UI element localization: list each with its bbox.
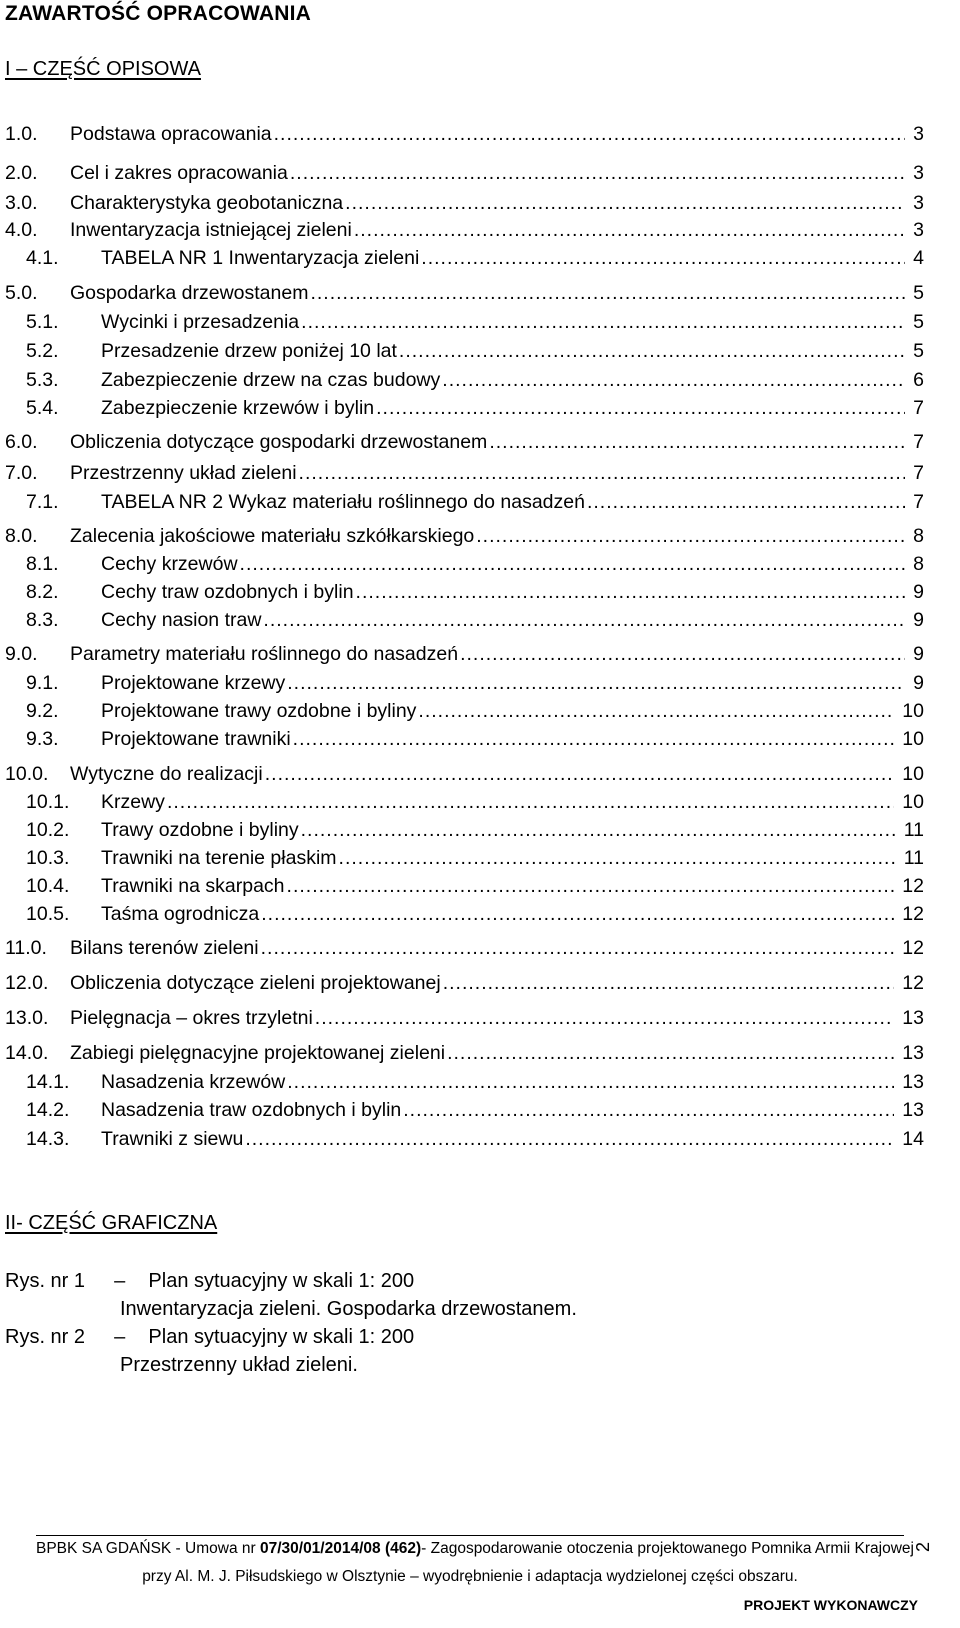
toc-entry-page: 10 bbox=[902, 763, 924, 785]
toc-entry bbox=[0, 428, 960, 456]
toc-entry-page: 6 bbox=[913, 369, 924, 391]
toc-leader-dots bbox=[354, 216, 905, 244]
toc-entry-label: Przesadzenie drzew poniżej 10 lat bbox=[101, 340, 397, 362]
toc-entry bbox=[0, 279, 960, 307]
toc-leader-dots bbox=[460, 640, 905, 668]
toc-entry-number: 5.4. bbox=[26, 397, 59, 419]
toc-entry-number: 8.1. bbox=[26, 553, 59, 575]
section-heading-graphic: II- CZĘŚĆ GRAFICZNA bbox=[5, 1212, 218, 1234]
toc-entry-label: Gospodarka drzewostanem bbox=[70, 282, 309, 304]
toc-leader-dots bbox=[167, 788, 894, 816]
toc-leader-dots bbox=[587, 488, 905, 516]
toc-entry-page: 10 bbox=[902, 728, 924, 750]
toc-entry bbox=[0, 578, 960, 606]
toc-entry-label: Cechy nasion traw bbox=[101, 609, 262, 631]
toc-leader-dots bbox=[476, 522, 905, 550]
toc-leader-dots bbox=[290, 159, 905, 187]
toc-entry-page: 14 bbox=[902, 1128, 924, 1150]
toc-leader-dots bbox=[265, 760, 895, 788]
toc-entry-page: 12 bbox=[902, 937, 924, 959]
toc-leader-dots bbox=[245, 1125, 894, 1153]
toc-leader-dots bbox=[339, 844, 896, 872]
drawing-title: Plan sytuacyjny w skali 1: 200 bbox=[148, 1270, 415, 1292]
toc-entry-number: 4.1. bbox=[26, 247, 59, 269]
toc-entry-label: Krzewy bbox=[101, 791, 165, 813]
toc-entry-page: 3 bbox=[913, 219, 924, 241]
toc-entry-label: Trawniki na terenie płaskim bbox=[101, 847, 337, 869]
toc-entry bbox=[0, 120, 960, 148]
toc-entry bbox=[0, 844, 960, 872]
toc-entry bbox=[0, 216, 960, 244]
footer-contract-number: 07/30/01/2014/08 (462) bbox=[259, 1540, 422, 1557]
toc-entry bbox=[0, 816, 960, 844]
toc-entry-page: 13 bbox=[902, 1099, 924, 1121]
toc-entry bbox=[0, 394, 960, 422]
toc-entry bbox=[0, 366, 960, 394]
drawing-ref: Rys. nr 2 bbox=[5, 1326, 86, 1348]
toc-entry bbox=[0, 1125, 960, 1153]
toc-entry-label: Trawy ozdobne i byliny bbox=[101, 819, 299, 841]
toc-entry-number: 5.1. bbox=[26, 311, 59, 333]
toc-entry-number: 7.1. bbox=[26, 491, 59, 513]
toc-leader-dots bbox=[301, 308, 905, 336]
toc-entry-label: Podstawa opracowania bbox=[70, 123, 272, 145]
toc-entry-label: Zabezpieczenie krzewów i bylin bbox=[101, 397, 375, 419]
toc-entry bbox=[0, 244, 960, 272]
drawing-2-subtitle: Przestrzenny układ zieleni. bbox=[120, 1354, 358, 1376]
toc-entry-number: 1.0. bbox=[5, 123, 38, 145]
toc-entry-number: 6.0. bbox=[5, 431, 38, 453]
toc-leader-dots bbox=[293, 725, 895, 753]
toc-leader-dots bbox=[299, 459, 906, 487]
toc-entry-number: 14.2. bbox=[26, 1099, 70, 1121]
toc-entry-number: 10.3. bbox=[26, 847, 70, 869]
toc-entry-number: 10.4. bbox=[26, 875, 70, 897]
toc-entry-number: 12.0. bbox=[5, 972, 49, 994]
toc-entry-page: 7 bbox=[913, 462, 924, 484]
toc-leader-dots bbox=[240, 550, 906, 578]
toc-entry-label: Bilans terenów zieleni bbox=[70, 937, 259, 959]
toc-entry-page: 12 bbox=[902, 875, 924, 897]
toc-entry-label: Trawniki na skarpach bbox=[101, 875, 285, 897]
toc-entry-page: 7 bbox=[913, 491, 924, 513]
toc-leader-dots bbox=[403, 1096, 894, 1124]
toc-leader-dots bbox=[287, 669, 905, 697]
toc-entry-page: 9 bbox=[913, 609, 924, 631]
toc-leader-dots bbox=[287, 872, 895, 900]
toc-entry bbox=[0, 872, 960, 900]
toc-entry-label: Projektowane trawy ozdobne i byliny bbox=[101, 700, 417, 722]
toc-entry-number: 3.0. bbox=[5, 192, 38, 214]
toc-entry-page: 9 bbox=[913, 581, 924, 603]
toc-entry bbox=[0, 606, 960, 634]
toc-entry bbox=[0, 934, 960, 962]
toc-entry-page: 7 bbox=[913, 431, 924, 453]
toc-entry-page: 3 bbox=[913, 162, 924, 184]
toc-leader-dots bbox=[263, 606, 905, 634]
toc-entry bbox=[0, 1004, 960, 1032]
toc-entry-label: Zabiegi pielęgnacyjne projektowanej zieleni bbox=[70, 1042, 446, 1064]
toc-entry-number: 14.3. bbox=[26, 1128, 70, 1150]
toc-entry-label: Cechy traw ozdobnych i bylin bbox=[101, 581, 354, 603]
toc-entry-label: Obliczenia dotyczące zieleni projektowanej bbox=[70, 972, 441, 994]
toc-entry-label: Nasadzenia krzewów bbox=[101, 1071, 286, 1093]
toc-entry-number: 9.0. bbox=[5, 643, 38, 665]
toc-entry-page: 9 bbox=[913, 672, 924, 694]
toc-leader-dots bbox=[447, 1039, 894, 1067]
toc-entry-number: 14.0. bbox=[5, 1042, 49, 1064]
toc-entry-page: 8 bbox=[913, 525, 924, 547]
toc-entry-number: 9.1. bbox=[26, 672, 59, 694]
toc-entry-number: 4.0. bbox=[5, 219, 38, 241]
footer-line-2: przy Al. M. J. Piłsudskiego w Olsztynie – wyodrębnienie i adaptacja wydzielonej części obszaru. bbox=[142, 1568, 798, 1585]
toc-entry-label: Taśma ogrodnicza bbox=[101, 903, 260, 925]
toc-entry-label: Pielęgnacja – okres trzyletni bbox=[70, 1007, 313, 1029]
toc-entry bbox=[0, 725, 960, 753]
toc-entry-number: 9.3. bbox=[26, 728, 59, 750]
toc-entry-page: 5 bbox=[913, 311, 924, 333]
toc-leader-dots bbox=[261, 934, 895, 962]
toc-entry bbox=[0, 1039, 960, 1067]
toc-entry-label: Obliczenia dotyczące gospodarki drzewostanem bbox=[70, 431, 488, 453]
toc-entry-number: 8.2. bbox=[26, 581, 59, 603]
toc-entry-label: Trawniki z siewu bbox=[101, 1128, 244, 1150]
toc-entry-page: 11 bbox=[903, 847, 924, 869]
toc-entry bbox=[0, 189, 960, 217]
toc-entry-number: 14.1. bbox=[26, 1071, 70, 1093]
toc-entry-label: Charakterystyka geobotaniczna bbox=[70, 192, 344, 214]
page-number: 2 bbox=[913, 1542, 933, 1553]
toc-entry-number: 8.3. bbox=[26, 609, 59, 631]
toc-entry-label: Przestrzenny układ zieleni bbox=[70, 462, 297, 484]
toc-entry bbox=[0, 640, 960, 668]
toc-entry bbox=[0, 308, 960, 336]
toc-leader-dots bbox=[421, 244, 905, 272]
drawing-ref: Rys. nr 1 bbox=[5, 1270, 86, 1292]
drawing-1 bbox=[5, 1270, 414, 1293]
toc-entry bbox=[0, 488, 960, 516]
toc-entry-number: 13.0. bbox=[5, 1007, 49, 1029]
toc-entry-page: 9 bbox=[913, 643, 924, 665]
toc-entry-label: Wycinki i przesadzenia bbox=[101, 311, 300, 333]
toc-leader-dots bbox=[399, 337, 905, 365]
drawing-title: Plan sytuacyjny w skali 1: 200 bbox=[148, 1326, 415, 1348]
toc-entry-label: TABELA NR 1 Inwentaryzacja zieleni bbox=[101, 247, 420, 269]
toc-entry-label: TABELA NR 2 Wykaz materiału roślinnego do nasadzeń bbox=[101, 491, 585, 513]
toc-entry-page: 13 bbox=[902, 1042, 924, 1064]
toc-entry-number: 9.2. bbox=[26, 700, 59, 722]
drawing-dash: – bbox=[114, 1326, 126, 1348]
toc-entry-label: Projektowane trawniki bbox=[101, 728, 291, 750]
toc-entry-number: 11.0. bbox=[5, 937, 47, 959]
toc-entry bbox=[0, 1096, 960, 1124]
toc-entry-number: 10.1. bbox=[26, 791, 70, 813]
drawing-dash: – bbox=[114, 1270, 126, 1292]
footer-line-1 bbox=[36, 1540, 914, 1558]
toc-entry bbox=[0, 522, 960, 550]
toc-entry bbox=[0, 337, 960, 365]
toc-leader-dots bbox=[442, 366, 905, 394]
toc-leader-dots bbox=[489, 428, 905, 456]
toc-entry-label: Cel i zakres opracowania bbox=[70, 162, 288, 184]
toc-entry-number: 10.0. bbox=[5, 763, 49, 785]
toc-entry-page: 12 bbox=[902, 903, 924, 925]
toc-leader-dots bbox=[356, 578, 906, 606]
toc-entry bbox=[0, 969, 960, 997]
toc-leader-dots bbox=[376, 394, 905, 422]
toc-entry-page: 5 bbox=[913, 340, 924, 362]
toc-leader-dots bbox=[261, 900, 894, 928]
toc-entry-page: 10 bbox=[902, 700, 924, 722]
toc-entry bbox=[0, 1068, 960, 1096]
toc-entry-number: 10.2. bbox=[26, 819, 70, 841]
toc-entry-page: 13 bbox=[902, 1071, 924, 1093]
toc-leader-dots bbox=[315, 1004, 895, 1032]
toc-entry-number: 7.0. bbox=[5, 462, 38, 484]
toc-entry-page: 12 bbox=[902, 972, 924, 994]
toc-entry-label: Inwentaryzacja istniejącej zieleni bbox=[70, 219, 352, 241]
toc-entry-label: Parametry materiału roślinnego do nasadzeń bbox=[70, 643, 459, 665]
toc-entry-page: 11 bbox=[903, 819, 924, 841]
toc-entry-number: 8.0. bbox=[5, 525, 38, 547]
toc-leader-dots bbox=[345, 189, 905, 217]
toc-entry-number: 10.5. bbox=[26, 903, 70, 925]
toc-entry bbox=[0, 697, 960, 725]
page-title: ZAWARTOŚĆ OPRACOWANIA bbox=[5, 2, 311, 25]
toc-entry bbox=[0, 159, 960, 187]
toc-entry-number: 5.3. bbox=[26, 369, 59, 391]
section-heading-descriptive: I – CZĘŚĆ OPISOWA bbox=[5, 58, 201, 80]
toc-entry-label: Projektowane krzewy bbox=[101, 672, 286, 694]
toc-entry-number: 5.2. bbox=[26, 340, 59, 362]
toc-entry-page: 3 bbox=[913, 192, 924, 214]
drawing-1-subtitle: Inwentaryzacja zieleni. Gospodarka drzewostanem. bbox=[120, 1298, 577, 1320]
footer-project: - Zagospodarowanie otoczenia projektowanego Pomnika Armii Krajowej bbox=[421, 1540, 914, 1557]
toc-entry bbox=[0, 669, 960, 697]
toc-entry bbox=[0, 550, 960, 578]
footer-divider bbox=[36, 1535, 904, 1536]
toc-entry bbox=[0, 760, 960, 788]
toc-entry-page: 10 bbox=[902, 791, 924, 813]
toc-entry-label: Cechy krzewów bbox=[101, 553, 238, 575]
toc-entry-page: 8 bbox=[913, 553, 924, 575]
toc-leader-dots bbox=[274, 120, 906, 148]
toc-entry-label: Zabezpieczenie drzew na czas budowy bbox=[101, 369, 441, 391]
toc-entry-number: 2.0. bbox=[5, 162, 38, 184]
toc-entry-page: 3 bbox=[913, 123, 924, 145]
toc-entry-page: 13 bbox=[902, 1007, 924, 1029]
toc-entry-label: Nasadzenia traw ozdobnych i bylin bbox=[101, 1099, 402, 1121]
toc-leader-dots bbox=[287, 1068, 894, 1096]
toc-entry-page: 5 bbox=[913, 282, 924, 304]
toc-entry bbox=[0, 788, 960, 816]
toc-entry-label: Wytyczne do realizacji bbox=[70, 763, 263, 785]
toc-entry bbox=[0, 459, 960, 487]
toc-leader-dots bbox=[418, 697, 894, 725]
footer-company: BPBK SA GDAŃSK - Umowa nr bbox=[36, 1540, 260, 1557]
toc-entry-page: 4 bbox=[913, 247, 924, 269]
toc-entry-number: 5.0. bbox=[5, 282, 38, 304]
drawing-2 bbox=[5, 1326, 414, 1349]
toc-entry-page: 7 bbox=[913, 397, 924, 419]
toc-leader-dots bbox=[301, 816, 896, 844]
toc-leader-dots bbox=[443, 969, 895, 997]
toc-entry-label: Zalecenia jakościowe materiału szkółkarskiego bbox=[70, 525, 475, 547]
toc-leader-dots bbox=[310, 279, 905, 307]
footer-project-phase: PROJEKT WYKONAWCZY bbox=[743, 1597, 918, 1613]
toc-entry bbox=[0, 900, 960, 928]
